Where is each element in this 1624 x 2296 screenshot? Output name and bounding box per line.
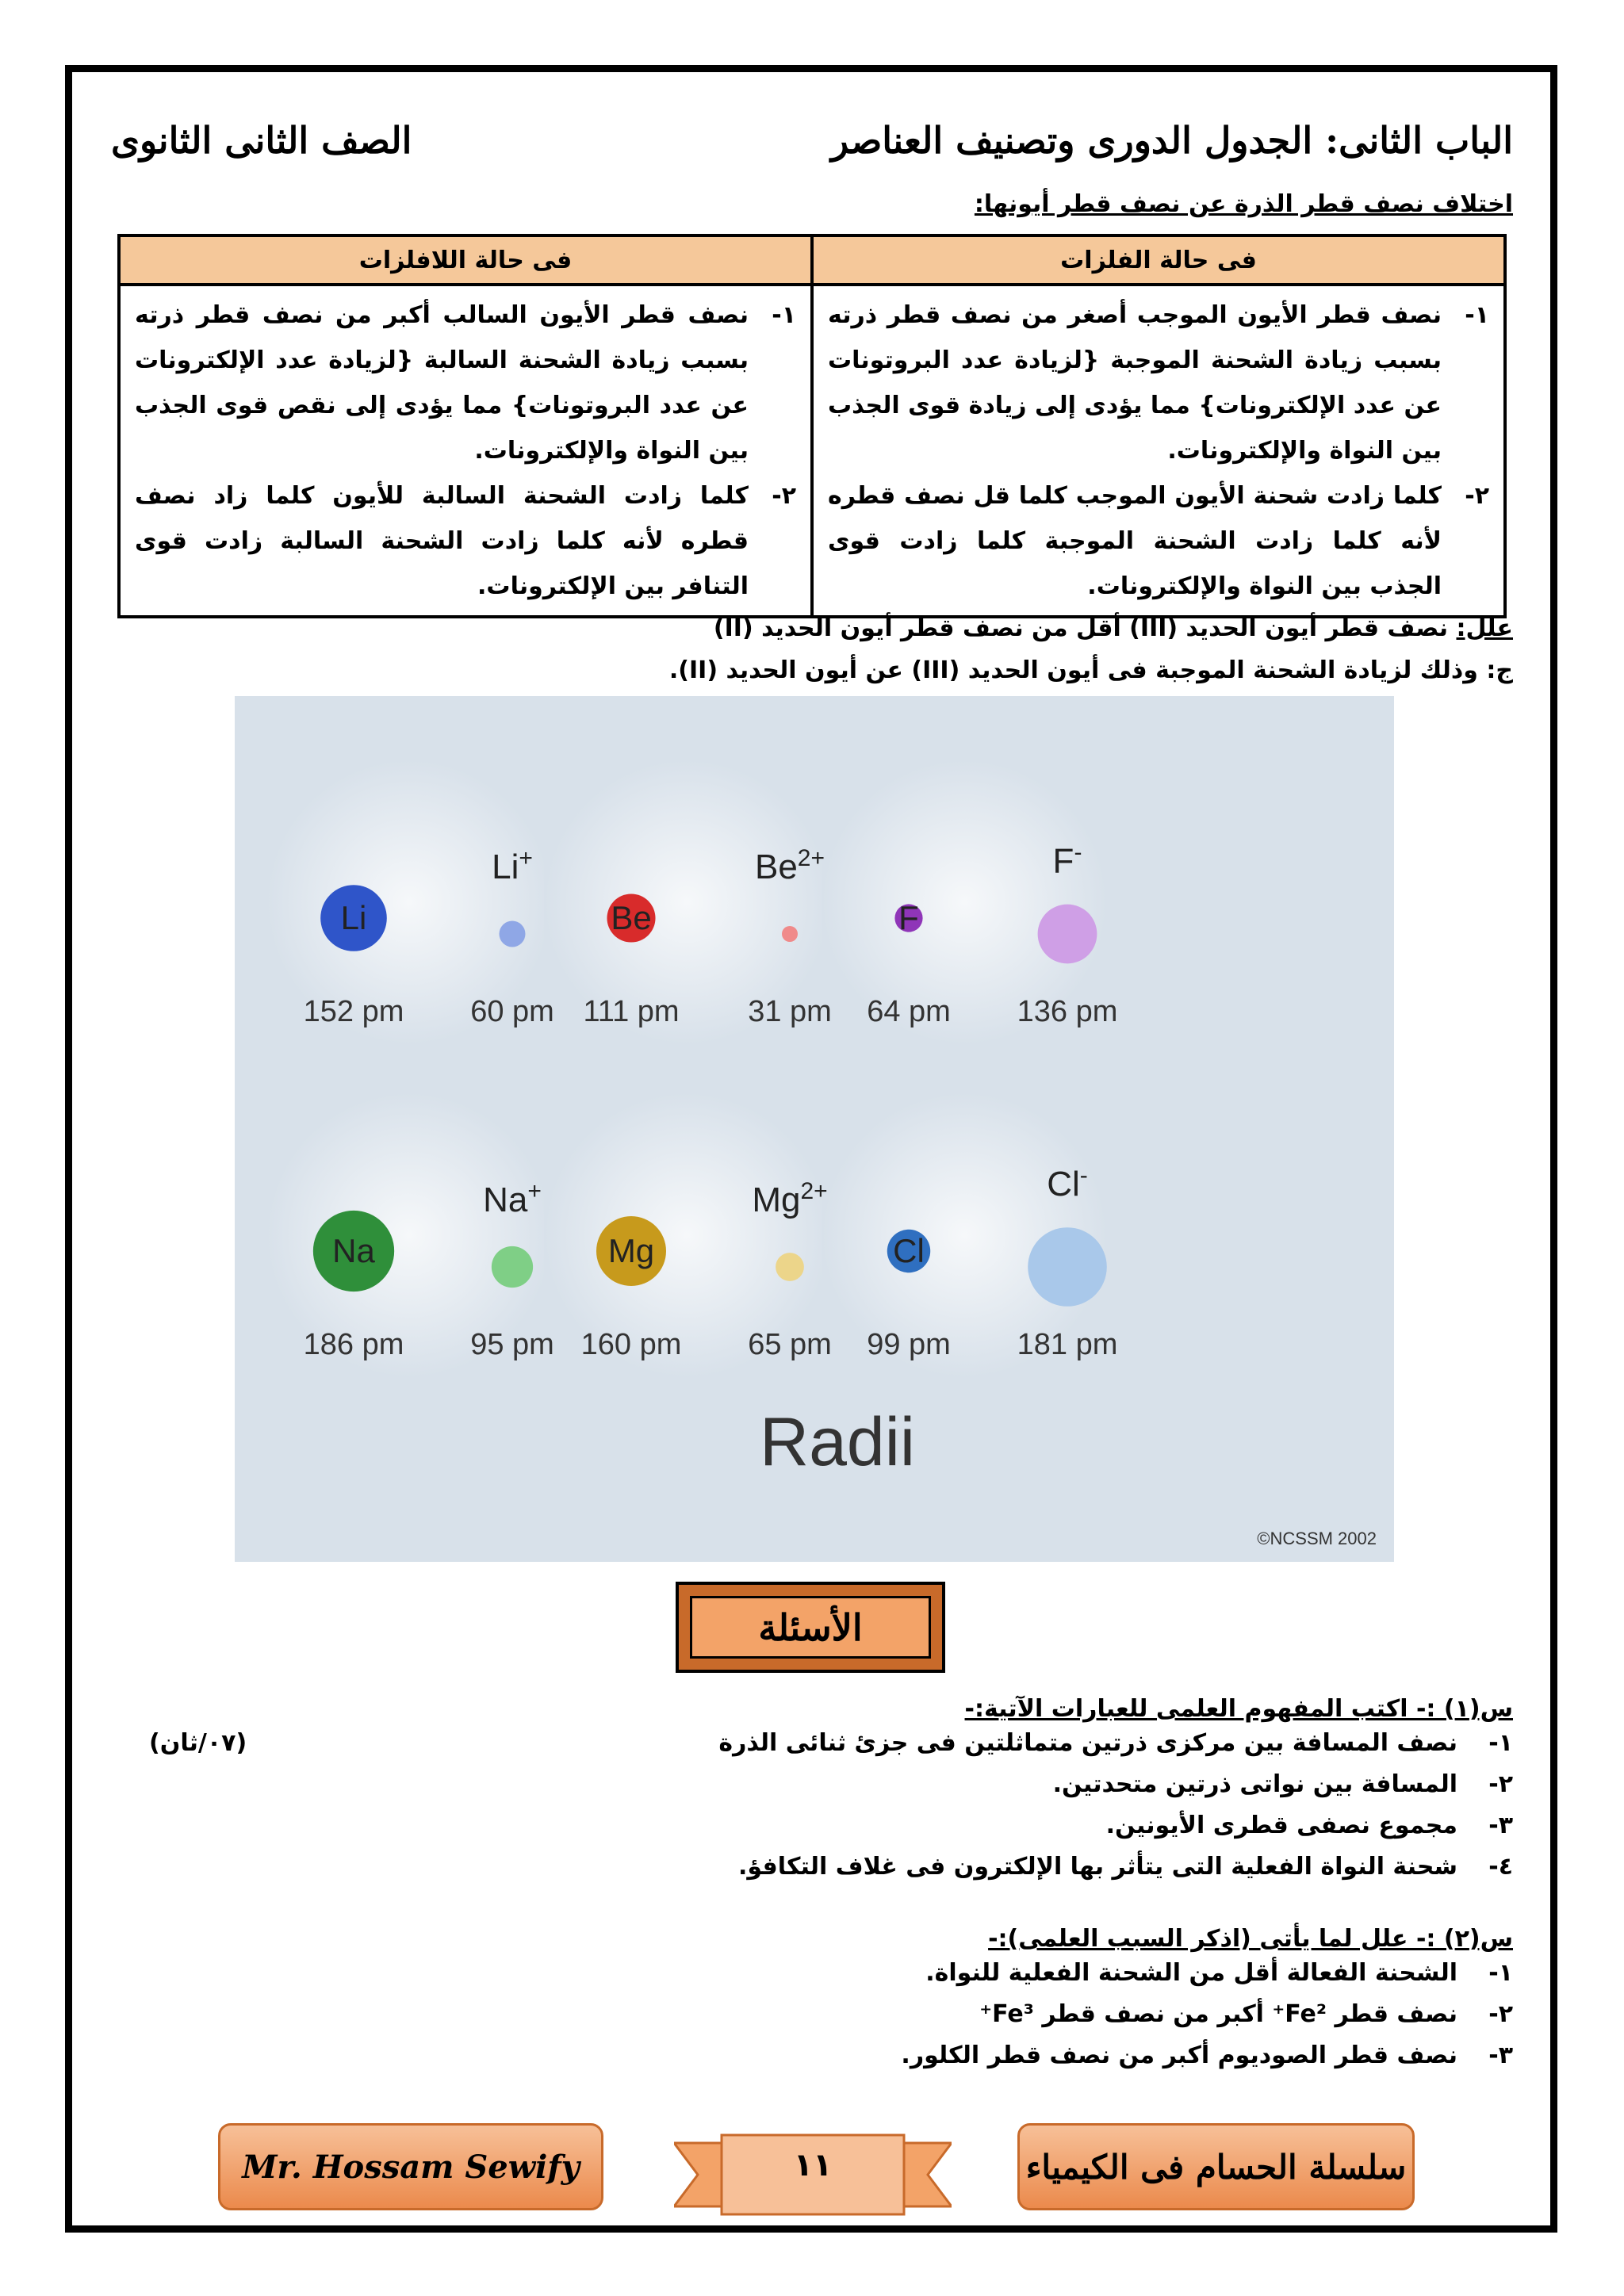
reason-label: علل:	[1456, 614, 1513, 642]
figure-copyright: ©NCSSM 2002	[1257, 1529, 1377, 1548]
ion-symbol: $Mg^{2+}$	[752, 1177, 828, 1219]
ion-sphere	[1028, 1227, 1107, 1307]
exam-year: (٠٧/ثان)	[149, 1729, 247, 1757]
nonmetals-point	[135, 293, 796, 473]
item-number: ٣-	[1488, 2042, 1513, 2069]
atom-symbol: F	[898, 899, 919, 936]
chapter-title: الباب الثانى: الجدول الدورى وتصنيف العناصر	[830, 119, 1513, 162]
atom-symbol: Li	[340, 899, 367, 936]
metals-point	[828, 293, 1489, 473]
point-number: ١-	[772, 301, 796, 329]
ion-sphere	[782, 926, 798, 942]
question-2-title: س(٢) :- علل لما يأتى (اذكر السبب العلمى):-	[988, 1925, 1513, 1953]
point-text: كلما زادت شحنة الأيون الموجب كلما قل نصف قطره لأنه كلما زادت الشحنة الموجبة كلما زادت قوى الجذب بين النواة والإلكترونات.	[828, 482, 1442, 600]
item-text: نصف المسافة بين مركزى ذرتين متماثلتين فى جزئ ثنائى الذرة	[718, 1729, 1457, 1757]
item-text: نصف قطر الصوديوم أكبر من نصف قطر الكلور.	[901, 2042, 1457, 2069]
point-number: ٢-	[1465, 482, 1489, 510]
atom-radius-label: 186 pm	[303, 1328, 404, 1361]
question-item	[117, 1953, 1513, 1994]
atom-symbol: Na	[332, 1232, 375, 1269]
ion-sphere	[500, 921, 526, 947]
item-number: ٢-	[1488, 2000, 1513, 2028]
author-badge: Mr. Hossam Sewify	[218, 2123, 603, 2210]
question-2	[117, 1925, 1513, 2076]
figure-title: Radii	[760, 1404, 915, 1480]
atom-radius-label: 111 pm	[583, 995, 680, 1028]
ion-radius-label: 65 pm	[748, 1328, 832, 1361]
question-item	[117, 1846, 1513, 1888]
ion-sphere	[776, 1253, 804, 1281]
ion-radius-label: 136 pm	[1017, 995, 1118, 1028]
page-number: ١١	[793, 2147, 833, 2183]
ion-symbol: Na+	[483, 1177, 542, 1219]
point-text: نصف قطر الأيون الموجب أصغر من نصف قطر ذرته بسبب زيادة الشحنة الموجبة {لزيادة عدد البروتونات عن عدد الإلكترونات} مما يؤدى إلى زيادة قوى الجذب بين النواة والإلكترونات.	[828, 301, 1442, 465]
nonmetals-point	[135, 473, 796, 609]
item-number: ٤-	[1488, 1853, 1513, 1881]
point-number: ٢-	[772, 482, 796, 510]
atom-symbol: Be	[611, 899, 652, 936]
question-item	[117, 1994, 1513, 2035]
ion-radius-label: 95 pm	[470, 1328, 554, 1361]
questions-label: الأسئلة	[690, 1596, 931, 1659]
metals-header: فى حالة الفلزات	[812, 235, 1505, 285]
atom-radius-label: 99 pm	[867, 1328, 951, 1361]
item-text: نصف قطر Fe²⁺ أكبر من نصف قطر Fe³⁺	[979, 2000, 1457, 2028]
ion-radius-label: 181 pm	[1017, 1328, 1118, 1361]
item-number: ٢-	[1488, 1770, 1513, 1798]
metals-point	[828, 473, 1489, 609]
ion-symbol: F-	[1052, 839, 1082, 881]
question-item	[117, 1805, 1513, 1846]
ion-radius-label: 31 pm	[748, 995, 832, 1028]
atom-radius-label: 152 pm	[303, 995, 404, 1028]
grade-title: الصف الثانى الثانوى	[111, 119, 412, 162]
series-badge: سلسلة الحسام فى الكيمياء	[1017, 2123, 1415, 2210]
reason-text: نصف قطر أيون الحديد (III) أقل من نصف قطر أيون الحديد (II)	[713, 614, 1449, 642]
ion-symbol: Cl-	[1047, 1161, 1088, 1204]
atom-symbol: Mg	[607, 1232, 655, 1269]
section-title: اختلاف نصف قطر الذرة عن نصف قطر أيونها:	[974, 190, 1513, 218]
item-text: شحنة النواة الفعلية التى يتأثر بها الإلكترون فى غلاف التكافؤ.	[737, 1853, 1457, 1881]
ion-sphere	[1038, 905, 1097, 964]
item-number: ١-	[1488, 1959, 1513, 1987]
radii-figure	[235, 696, 1394, 1562]
item-number: ٣-	[1488, 1812, 1513, 1839]
question-item	[117, 1764, 1513, 1805]
atom-radius-label: 64 pm	[867, 995, 951, 1028]
reason-question	[714, 614, 1513, 642]
atom-radius-label: 160 pm	[580, 1328, 682, 1361]
question-1	[117, 1695, 1513, 1888]
page-header	[111, 119, 1513, 174]
nonmetals-header: فى حالة اللافلزات	[119, 235, 812, 285]
point-text: نصف قطر الأيون السالب أكبر من نصف قطر ذرته بسبب زيادة الشحنة السالبة {لزيادة عدد الإلكترونات عن عدد البروتونات} مما يؤدى إلى نقص قوى الجذب بين النواة والإلكترونات.	[135, 301, 749, 465]
radii-diagram	[235, 696, 1394, 1562]
metals-cell	[812, 285, 1505, 617]
questions-banner	[676, 1582, 945, 1673]
item-text: الشحنة الفعالة أقل من الشحنة الفعلية للنواة.	[925, 1959, 1457, 1987]
ion-radius-label: 60 pm	[470, 995, 554, 1028]
question-item	[117, 2035, 1513, 2076]
item-text: المسافة بين نواتى ذرتين متحدتين.	[1052, 1770, 1457, 1798]
question-item	[117, 1723, 1513, 1764]
ion-symbol: Li+	[492, 844, 533, 886]
atom-symbol: Cl	[893, 1232, 925, 1269]
point-text: كلما زادت الشحنة السالبة للأيون كلما زاد نصف قطره لأنه كلما زادت الشحنة السالبة زادت قوى التنافر بين الإلكترونات.	[135, 482, 749, 600]
item-number: ١-	[1488, 1729, 1513, 1757]
item-text: مجموع نصفى قطرى الأيونين.	[1105, 1812, 1457, 1839]
nonmetals-cell	[119, 285, 812, 617]
ion-sphere	[492, 1246, 533, 1288]
comparison-table	[117, 234, 1507, 618]
question-1-title: س(١) :- اكتب المفهوم العلمى للعبارات الآتية:-	[964, 1695, 1513, 1723]
point-number: ١-	[1465, 301, 1489, 329]
ion-symbol: $Be^{2+}$	[754, 844, 825, 886]
reason-answer: ج: وذلك لزيادة الشحنة الموجبة فى أيون الحديد (III) عن أيون الحديد (II).	[668, 656, 1513, 684]
